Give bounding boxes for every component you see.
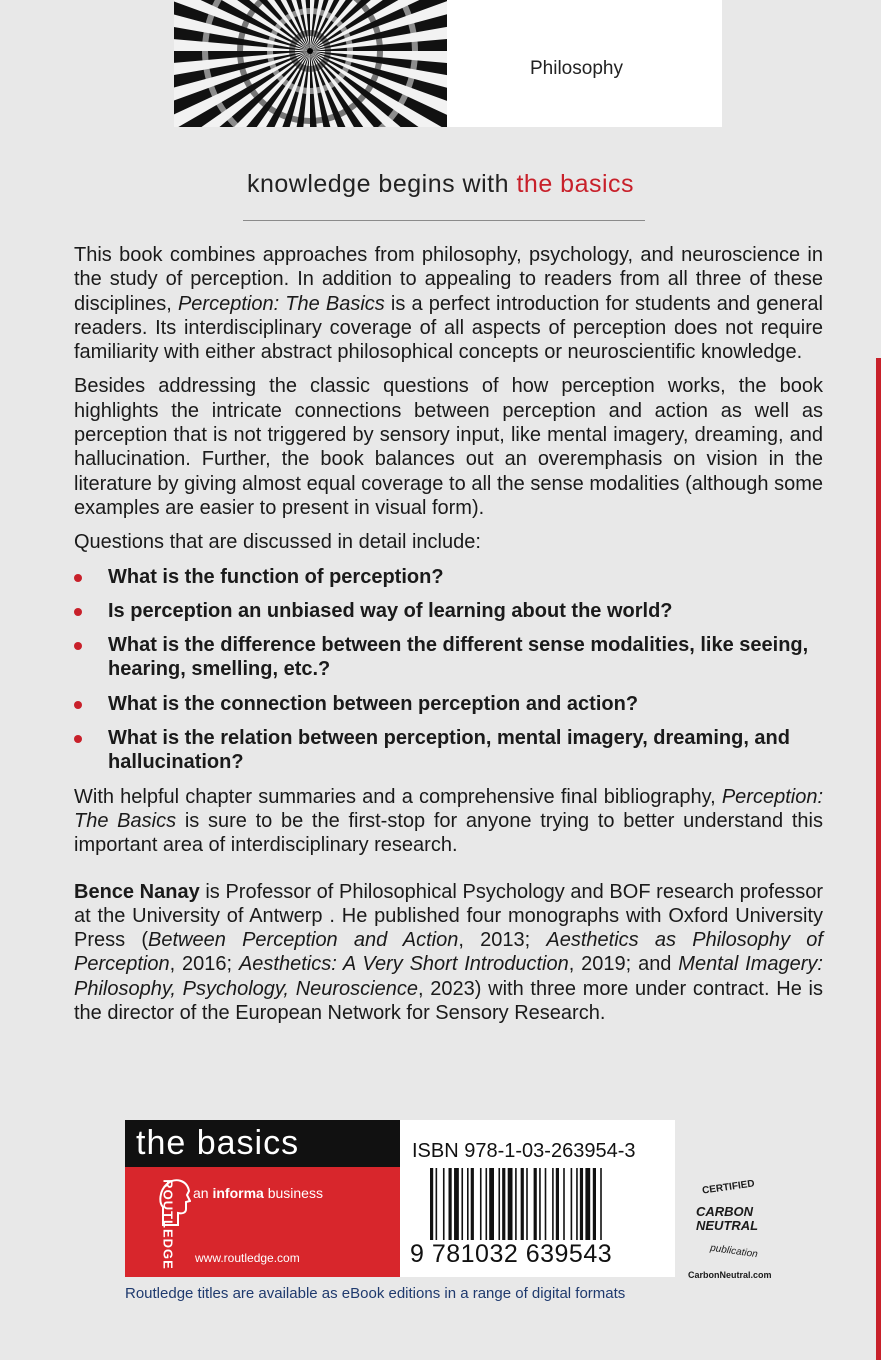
informa-suffix: business <box>267 1185 323 1201</box>
list-item <box>74 692 823 716</box>
bio-part: , 2016; <box>169 953 233 976</box>
category-label: Philosophy <box>530 58 623 79</box>
carbon-neutral-logo <box>684 1180 784 1285</box>
p3-part2: is sure to be the first-stop for anyone trying to better understand this important area of interdisciplinary research. <box>74 809 823 857</box>
informa-line <box>193 1185 323 1201</box>
cn-publication: publication <box>709 1242 759 1261</box>
informa-word: informa <box>212 1185 264 1201</box>
cn-certified: CERTIFIED <box>701 1178 756 1197</box>
back-cover-description <box>74 243 823 1035</box>
question-text: What is the function of perception? <box>108 565 444 588</box>
cn-line2: NEUTRAL <box>696 1218 759 1233</box>
cn-line1: CARBON <box>696 1204 754 1219</box>
description-paragraph-1 <box>74 243 823 364</box>
list-item <box>74 633 823 682</box>
p3-book-title: Perception: The Basics <box>74 785 823 832</box>
bio-book-title: Between Perception and Action <box>148 929 459 952</box>
p1-part2: is a perfect introduction for students and general readers. Its interdisciplinary coverage of all aspects of perception does not require familiarity with either abstract philosophical concepts or neuroscientific knowledge. <box>74 292 823 364</box>
bio-book-title: Mental Imagery: Philosophy, Psychology, Neuroscience <box>74 953 823 1000</box>
routledge-panel <box>125 1167 400 1277</box>
list-item <box>74 599 823 623</box>
divider-rule <box>243 220 645 221</box>
questions-intro: Questions that are discussed in detail include: <box>74 531 481 554</box>
question-text: What is the relation between perception, mental imagery, dreaming, and hallucination? <box>108 727 790 774</box>
publisher-website: www.routledge.com <box>195 1251 300 1265</box>
tagline-accent: the basics <box>516 170 635 198</box>
isbn-label: ISBN 978-1-03-263954-3 <box>412 1140 636 1162</box>
bullet-icon <box>74 735 82 743</box>
ebook-availability-note: Routledge titles are available as eBook editions in a range of digital formats <box>125 1285 626 1302</box>
bio-part: , 2019; and <box>568 953 672 976</box>
op-art-image <box>174 0 447 127</box>
informa-prefix: an <box>193 1185 209 1201</box>
tagline <box>0 170 881 199</box>
list-item <box>74 726 823 775</box>
publisher-brand-box <box>125 1120 400 1277</box>
questions-list <box>74 565 823 775</box>
bio-part: , 2013; <box>458 929 531 952</box>
author-name: Bence Nanay <box>74 880 200 903</box>
barcode-icon <box>430 1168 645 1248</box>
barcode-digits: 9 781032 639543 <box>410 1240 613 1268</box>
p1-book-title: Perception: The Basics <box>177 292 385 315</box>
question-text: What is the difference between the different sense modalities, like seeing, hearing, smelling, etc.? <box>108 634 809 681</box>
bio-book-title: Aesthetics as Philosophy of Perception <box>74 929 823 976</box>
question-text: Is perception an unbiased way of learning about the world? <box>108 599 673 622</box>
bullet-icon <box>74 608 82 616</box>
imprint-name: ROUTLEDGE <box>160 1179 176 1270</box>
tagline-prefix: knowledge begins with <box>246 170 510 198</box>
spine-edge-bar <box>876 358 881 1360</box>
bullet-icon <box>74 642 82 650</box>
description-paragraph-3 <box>74 785 823 858</box>
p3-part1: With helpful chapter summaries and a comprehensive final bibliography, <box>74 785 716 808</box>
author-bio <box>74 880 823 1026</box>
bio-part: is Professor of Philosophical Psychology and BOF research professor at the University of Antwerp . He published four monographs with Oxford University Press ( <box>74 880 823 952</box>
p1-part1: This book combines approaches from philosophy, psychology, and neuroscience in the study of perception. In addition to appealing to readers from all three of these disciplines, <box>74 244 823 315</box>
cn-site: CarbonNeutral.com <box>688 1270 772 1280</box>
question-text: What is the connection between perception and action? <box>108 692 639 715</box>
bullet-icon <box>74 574 82 582</box>
bio-part: , 2023) with three more under contract. He is the director of the European Network for Sensory Research. <box>74 977 823 1025</box>
series-name: the basics <box>125 1120 400 1167</box>
bio-book-title: Aesthetics: A Very Short Introduction <box>238 953 569 976</box>
isbn-barcode-box <box>400 1120 675 1277</box>
description-paragraph-2: Besides addressing the classic questions of how perception works, the book highlights the intricate connections between perception and action as well as perception that is not triggered by sensory input, like mental imagery, dreaming, and hallucination. Further, the book balances out an overemphasis on vision in the literature by giving almost equal coverage to all the sense modalities (although some examples are easier to present in visual form). <box>74 375 823 519</box>
list-item <box>74 565 823 589</box>
bullet-icon <box>74 701 82 709</box>
